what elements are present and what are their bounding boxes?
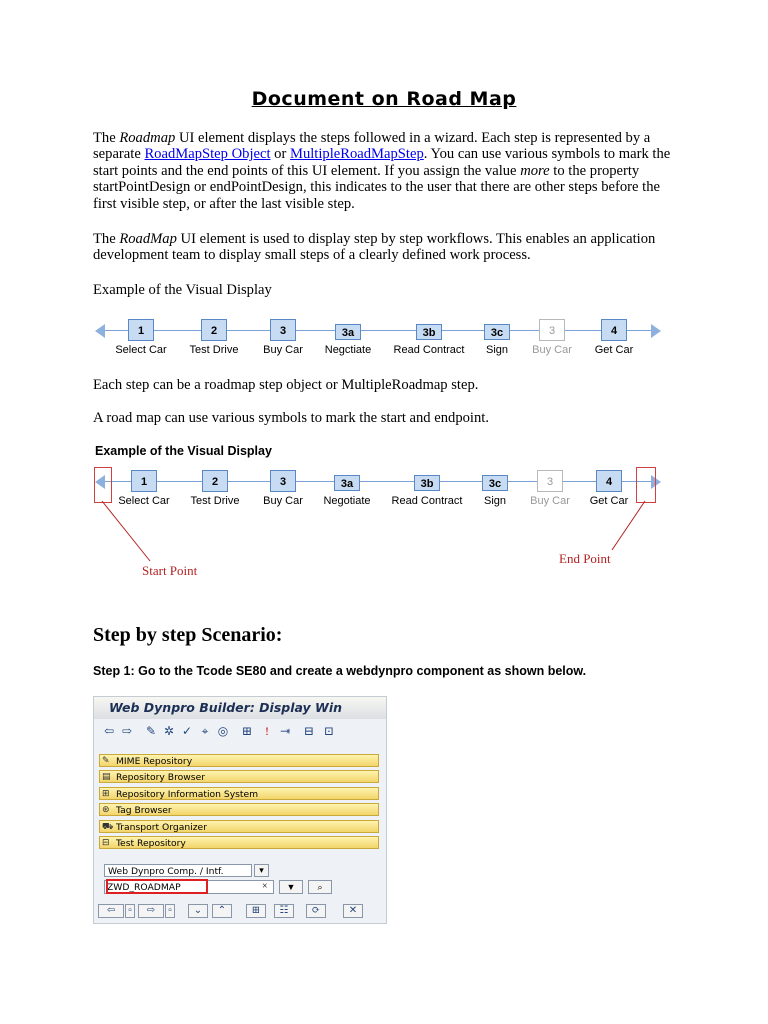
multipleroadmapstep-link[interactable]: MultipleRoadMapStep xyxy=(289,146,424,163)
display-glasses-icon[interactable]: ⌕ xyxy=(308,880,332,894)
roadmap-step-label: Sign xyxy=(483,495,507,507)
document-title: Document on Road Map xyxy=(251,88,517,110)
roadmap-2-heading: Example of the Visual Display xyxy=(95,444,272,458)
roadmap-step-8[interactable]: 4 xyxy=(596,470,622,492)
back-arrow-icon[interactable]: ⇦ xyxy=(103,724,115,738)
where-used-icon[interactable]: ⌖ xyxy=(201,724,209,738)
roadmap-step-label: Read Contract xyxy=(393,344,465,356)
roadmap-step-label: Negctiate xyxy=(324,344,372,356)
tag-icon: ⊛ xyxy=(102,805,110,816)
chevron-down-icon[interactable]: ▾ xyxy=(254,864,269,877)
sap-toolbar xyxy=(94,721,386,741)
text-run: The xyxy=(93,130,120,146)
refresh-icon[interactable]: ⟳ xyxy=(306,904,326,918)
text-run: or xyxy=(270,146,290,163)
start-point-label: Start Point xyxy=(142,563,198,578)
sap-bottom-toolbar xyxy=(94,901,386,921)
intro-paragraph xyxy=(93,130,683,212)
roadmap-step-label: Select Car xyxy=(118,495,170,507)
dropdown-triangle-icon[interactable]: ▼ xyxy=(279,880,303,894)
next-object-icon[interactable]: ⇨ xyxy=(138,904,164,918)
roadmap-line xyxy=(101,481,655,482)
end-point-label: End Point xyxy=(559,551,611,566)
roadmap-step-label: Test Drive xyxy=(190,495,240,507)
object-type-select[interactable]: Web Dynpro Comp. / Intf. xyxy=(104,864,252,877)
step-object-paragraph: Each step can be a roadmap step object or MultipleRoadmap step. xyxy=(93,377,479,393)
sap-nav-item[interactable] xyxy=(99,836,379,849)
text-run: to the property startPointDesign or endPointDesign, this indicates to the user that there are other steps before the first visible step, or after the last visible step. xyxy=(93,162,660,212)
edit-pencil-icon[interactable]: ✎ xyxy=(145,724,157,738)
roadmapstep-object-link[interactable]: RoadMapStep Object xyxy=(144,146,271,163)
roadmap-step-5[interactable]: 3b xyxy=(416,324,442,340)
example-caption: Example of the Visual Display xyxy=(93,282,272,298)
text-run: UI element displays the steps followed in a wizard. Each step is represented by a separate xyxy=(93,130,651,163)
hierarchy-icon[interactable]: ⊞ xyxy=(241,724,253,738)
roadmap-step-5[interactable]: 3b xyxy=(414,475,440,491)
start-callout-line xyxy=(102,501,150,561)
roadmap-step-4[interactable]: 3a xyxy=(335,324,361,340)
sap-nav-item[interactable] xyxy=(99,787,379,800)
italic-term: RoadMap xyxy=(119,231,177,247)
prev-dropdown-icon[interactable]: ▫ xyxy=(125,904,135,918)
roadmap-step-label: Get Car xyxy=(589,495,629,507)
roadmap-step-4[interactable]: 3a xyxy=(334,475,360,491)
tree-icon[interactable]: ⊞ xyxy=(246,904,266,918)
transport-icon: ⛟ xyxy=(102,821,114,832)
test-icon: ⊟ xyxy=(102,838,110,848)
roadmap-step-label: Read Contract xyxy=(391,495,463,507)
symbols-paragraph: A road map can use various symbols to mark the start and endpoint. xyxy=(93,410,489,426)
text-run: The xyxy=(93,231,120,247)
sap-nav-item-label: Test Repository xyxy=(116,838,186,849)
mime-icon: ✎ xyxy=(102,756,110,766)
roadmap-step-1[interactable]: 1 xyxy=(131,470,157,492)
step-1-instruction: Step 1: Go to the Tcode SE80 and create a webdynpro component as shown below. xyxy=(93,664,587,678)
close-icon[interactable]: ✕ xyxy=(343,904,363,918)
end-callout-line xyxy=(612,501,645,550)
roadmap-step-2[interactable]: 2 xyxy=(202,470,228,492)
roadmap-step-label: Sign xyxy=(485,344,509,356)
navigate-icon[interactable]: ⇥ xyxy=(279,724,291,738)
list-icon[interactable]: ☷ xyxy=(274,904,294,918)
info-icon[interactable]: ! xyxy=(265,724,269,738)
expand-icon[interactable]: ⌃ xyxy=(212,904,232,918)
roadmap-step-label: Get Car xyxy=(594,344,634,356)
sap-nav-item-label: Transport Organizer xyxy=(116,821,207,833)
roadmap-step-3[interactable]: 3 xyxy=(270,470,296,492)
italic-term: more xyxy=(520,162,550,179)
text-run: UI element is used to display step by step workflows. This enables an application development team to display small steps of a clearly defined work process. xyxy=(93,231,656,264)
roadmap-line xyxy=(101,330,655,331)
settings-icon[interactable]: ⊡ xyxy=(323,724,335,738)
structure-icon[interactable]: ⊟ xyxy=(303,724,315,738)
roadmap-step-label: Select Car xyxy=(115,344,167,356)
roadmap-step-label: Buy Car xyxy=(263,344,303,356)
roadmap-step-label: Negotiate xyxy=(323,495,371,507)
next-dropdown-icon[interactable]: ▫ xyxy=(165,904,175,918)
roadmap-step-label: Test Drive xyxy=(189,344,239,356)
check-icon[interactable]: ✓ xyxy=(181,724,193,738)
sap-window xyxy=(93,696,387,924)
text-run: . You can use various symbols to mark the start points and the end points of this UI element. If you assign the value xyxy=(93,146,671,179)
roadmap-step-label: Buy Car xyxy=(263,495,303,507)
start-arrow-icon xyxy=(95,324,105,338)
italic-term: Roadmap xyxy=(119,130,176,146)
end-arrow-icon xyxy=(651,324,661,338)
prev-object-icon[interactable]: ⇦ xyxy=(98,904,124,918)
sap-nav-item[interactable] xyxy=(99,770,379,783)
sap-nav-item[interactable] xyxy=(99,803,379,816)
sap-nav-item-label: MIME Repository xyxy=(116,756,193,767)
roadmap-step-label: Buy Car xyxy=(532,344,572,356)
activate-icon[interactable]: ✲ xyxy=(163,724,175,738)
forward-arrow-icon[interactable]: ⇨ xyxy=(121,724,133,738)
roadmap-step-8[interactable]: 4 xyxy=(601,319,627,341)
sap-nav-item-label: Tag Browser xyxy=(116,805,172,817)
clear-icon[interactable]: × xyxy=(262,881,268,892)
collapse-icon[interactable]: ⌄ xyxy=(188,904,208,918)
roadmap-step-6[interactable]: 3c xyxy=(484,324,510,340)
object-name-highlight xyxy=(106,879,208,894)
sap-nav-item-label: Repository Information System xyxy=(116,788,259,800)
roadmap-step-7[interactable]: 3 xyxy=(539,319,565,341)
sap-window-title: Web Dynpro Builder: Display Win xyxy=(94,697,386,719)
sap-nav-item[interactable] xyxy=(99,754,379,767)
sap-nav-item-label: Repository Browser xyxy=(116,772,206,784)
test-icon[interactable]: ◎ xyxy=(217,724,229,738)
roadmap-step-7[interactable]: 3 xyxy=(537,470,563,492)
roadmap-step-2[interactable]: 2 xyxy=(201,319,227,341)
browser-icon: ▤ xyxy=(102,772,111,783)
roadmap-example-1 xyxy=(93,316,663,366)
info-system-icon: ⊞ xyxy=(102,788,110,799)
roadmap-step-3[interactable]: 3 xyxy=(270,319,296,341)
section-heading: Step by step Scenario: xyxy=(93,624,283,646)
roadmap-step-label: Buy Car xyxy=(530,495,570,507)
roadmap-step-6[interactable]: 3c xyxy=(482,475,508,491)
roadmap-step-1[interactable]: 1 xyxy=(128,319,154,341)
workflow-paragraph xyxy=(93,231,683,264)
sap-nav-item[interactable] xyxy=(99,820,379,833)
object-name-value: ZWD_ROADMAP xyxy=(107,882,181,893)
